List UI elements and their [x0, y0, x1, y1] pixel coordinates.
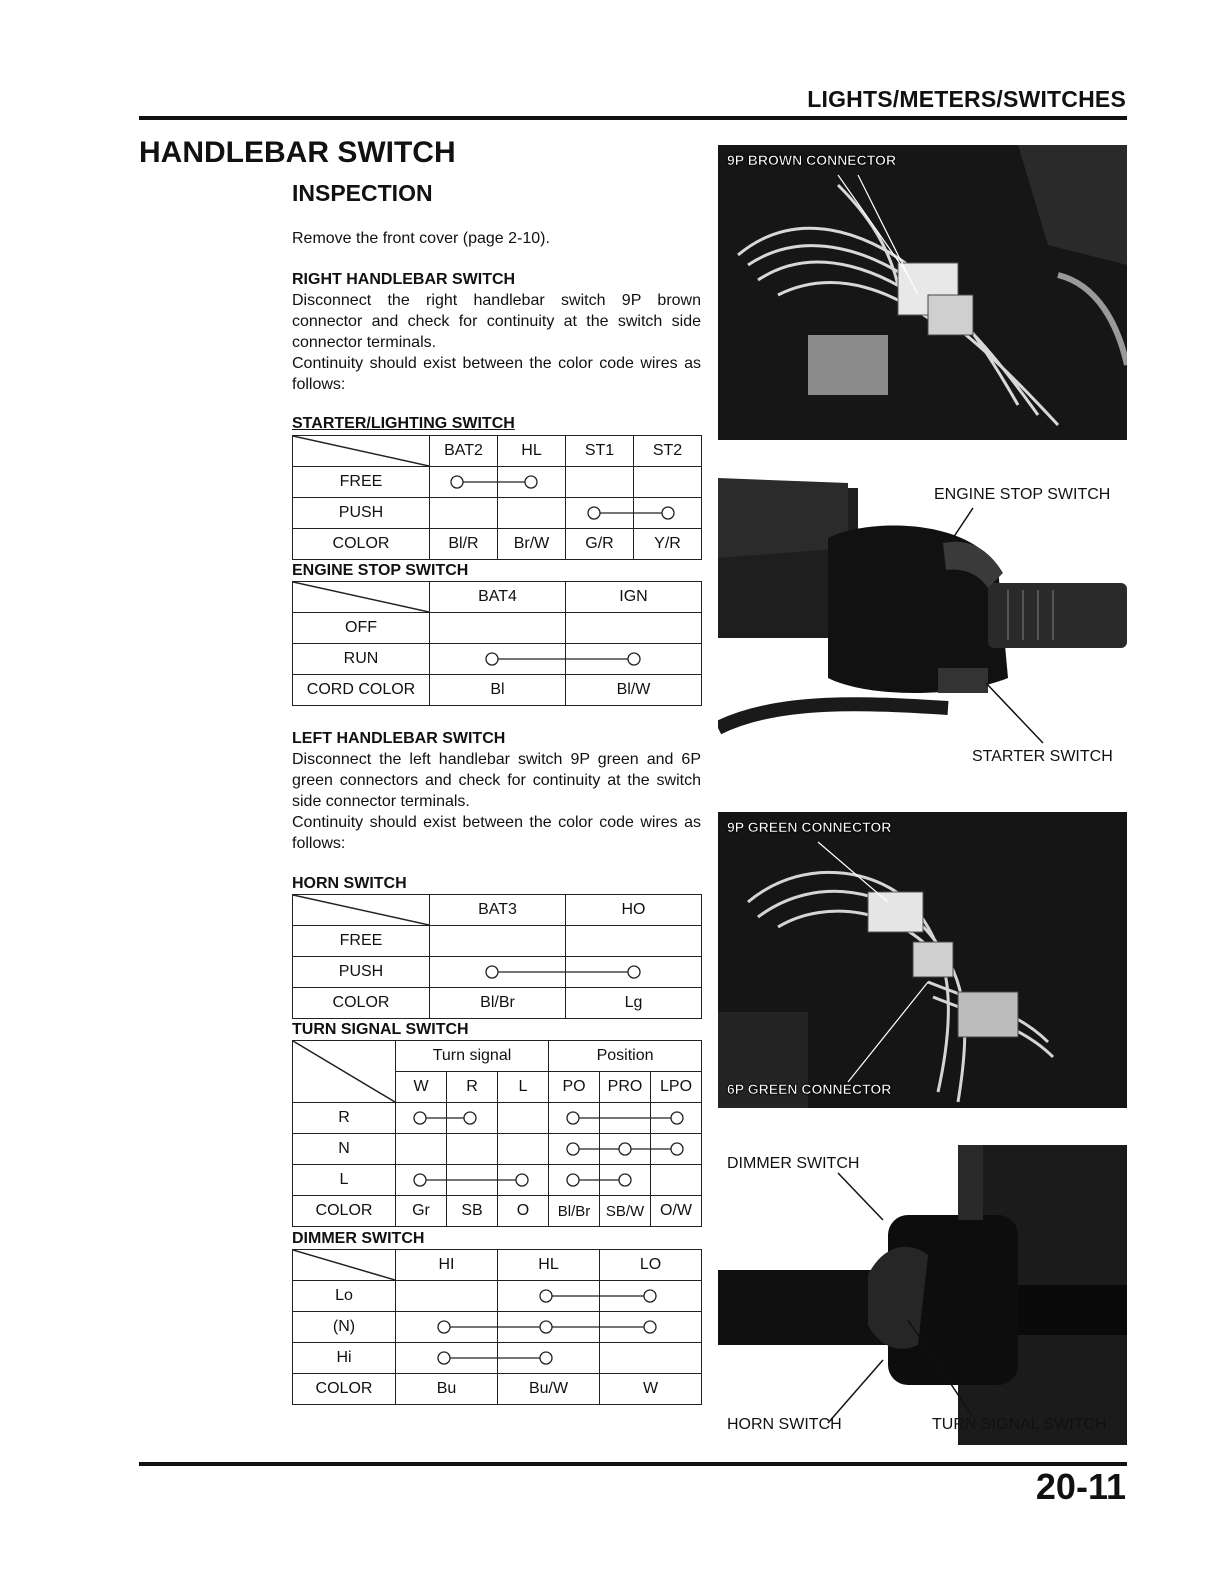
- left-switch-heading: LEFT HANDLEBAR SWITCH: [292, 730, 506, 747]
- turn-signal-continuity-marks: [292, 1040, 701, 1226]
- col-header: ST2: [634, 436, 702, 467]
- photo-label-9p-brown: 9P BROWN CONNECTOR: [727, 152, 897, 168]
- row-header: PUSH: [293, 957, 430, 988]
- page-title: HANDLEBAR SWITCH: [139, 136, 456, 169]
- row-header: Hi: [293, 1343, 396, 1374]
- callout-starter-switch: STARTER SWITCH: [972, 748, 1113, 765]
- bottom-rule: [139, 1462, 1127, 1466]
- right-switch-heading: RIGHT HANDLEBAR SWITCH: [292, 271, 516, 288]
- right-switch-para-1: Disconnect the right handlebar switch 9P brown connector and check for continuity at the switch side connector terminals.: [292, 292, 701, 351]
- wire-color: Bl/Br: [430, 988, 566, 1019]
- row-header: L: [293, 1165, 396, 1196]
- row-header: OFF: [293, 613, 430, 644]
- wire-color: Bl: [430, 675, 566, 706]
- row-header: (N): [293, 1312, 396, 1343]
- col-header: BAT4: [430, 582, 566, 613]
- photo-label-9p-green: 9P GREEN CONNECTOR: [727, 819, 892, 835]
- col-header: BAT3: [430, 895, 566, 926]
- photo-left-handlebar: [718, 1145, 1127, 1445]
- right-handlebar-illustration: [718, 478, 1127, 770]
- dimmer-table-label: DIMMER SWITCH: [292, 1230, 425, 1247]
- wire-color: SB: [447, 1196, 498, 1227]
- callout-horn-switch: HORN SWITCH: [727, 1416, 842, 1433]
- engine-stop-table-label: ENGINE STOP SWITCH: [292, 562, 469, 579]
- row-header: R: [293, 1103, 396, 1134]
- starter-continuity-marks: [292, 435, 701, 559]
- wire-color: Br/W: [498, 529, 566, 560]
- col-header: PO: [549, 1072, 600, 1103]
- row-header: COLOR: [293, 1196, 396, 1227]
- wire-color: Bu/W: [498, 1374, 600, 1405]
- col-header: R: [447, 1072, 498, 1103]
- top-rule: [139, 116, 1127, 120]
- col-header: HI: [396, 1250, 498, 1281]
- horn-continuity-marks: [292, 894, 701, 1018]
- intro-text: Remove the front cover (page 2-10).: [292, 230, 550, 247]
- callout-engine-stop-switch: ENGINE STOP SWITCH: [934, 486, 1111, 503]
- group-header: Turn signal: [396, 1041, 549, 1072]
- callout-turn-signal-switch: TURN SIGNAL SWITCH: [932, 1416, 1107, 1433]
- wire-color: G/R: [566, 529, 634, 560]
- right-switch-block: [292, 269, 701, 395]
- row-header: PUSH: [293, 498, 430, 529]
- wire-color: W: [600, 1374, 702, 1405]
- row-header: COLOR: [293, 1374, 396, 1405]
- group-header: Position: [549, 1041, 702, 1072]
- wire-color: Bl/R: [430, 529, 498, 560]
- photo-9p-brown-connector: [718, 145, 1127, 440]
- row-header: FREE: [293, 467, 430, 498]
- col-header: LO: [600, 1250, 702, 1281]
- left-switch-para-2: Continuity should exist between the color code wires as follows:: [292, 814, 701, 852]
- engine-stop-continuity-marks: [292, 581, 701, 705]
- col-header: BAT2: [430, 436, 498, 467]
- right-switch-para-2: Continuity should exist between the color code wires as follows:: [292, 355, 701, 393]
- page-number: 20-11: [1035, 1466, 1126, 1507]
- row-header: CORD COLOR: [293, 675, 430, 706]
- left-handlebar-illustration: [718, 1145, 1127, 1445]
- page-subtitle: INSPECTION: [292, 180, 433, 206]
- photo-green-connectors: [718, 812, 1127, 1108]
- green-connectors-illustration: [718, 812, 1127, 1108]
- turn-signal-table-label: TURN SIGNAL SWITCH: [292, 1021, 469, 1038]
- row-header: COLOR: [293, 988, 430, 1019]
- wiring-photo-illustration: [718, 145, 1127, 440]
- col-header: LPO: [651, 1072, 702, 1103]
- wire-color: Bl/Br: [549, 1196, 600, 1227]
- wire-color: Gr: [396, 1196, 447, 1227]
- left-switch-block: [292, 728, 701, 854]
- section-header: LIGHTS/METERS/SWITCHES: [807, 86, 1126, 112]
- wire-color: Lg: [566, 988, 702, 1019]
- callout-dimmer-switch: DIMMER SWITCH: [727, 1155, 860, 1172]
- row-header: COLOR: [293, 529, 430, 560]
- dimmer-continuity-marks: [292, 1249, 701, 1404]
- col-header: L: [498, 1072, 549, 1103]
- starter-table-label: STARTER/LIGHTING SWITCH: [292, 415, 515, 432]
- col-header: HL: [498, 436, 566, 467]
- photo-label-6p-green: 6P GREEN CONNECTOR: [727, 1081, 892, 1097]
- wire-color: O/W: [651, 1196, 702, 1227]
- wire-color: O: [498, 1196, 549, 1227]
- horn-table-label: HORN SWITCH: [292, 875, 407, 892]
- wire-color: Y/R: [634, 529, 702, 560]
- wire-color: Bl/W: [566, 675, 702, 706]
- col-header: ST1: [566, 436, 634, 467]
- left-switch-para-1: Disconnect the left handlebar switch 9P green and 6P green connectors and check for continuity at the switch side connector terminals.: [292, 751, 701, 810]
- row-header: Lo: [293, 1281, 396, 1312]
- col-header: HO: [566, 895, 702, 926]
- wire-color: Bu: [396, 1374, 498, 1405]
- photo-right-handlebar: [718, 478, 1127, 770]
- col-header: W: [396, 1072, 447, 1103]
- row-header: N: [293, 1134, 396, 1165]
- wire-color: SB/W: [600, 1196, 651, 1227]
- row-header: RUN: [293, 644, 430, 675]
- col-header: IGN: [566, 582, 702, 613]
- col-header: PRO: [600, 1072, 651, 1103]
- col-header: HL: [498, 1250, 600, 1281]
- row-header: FREE: [293, 926, 430, 957]
